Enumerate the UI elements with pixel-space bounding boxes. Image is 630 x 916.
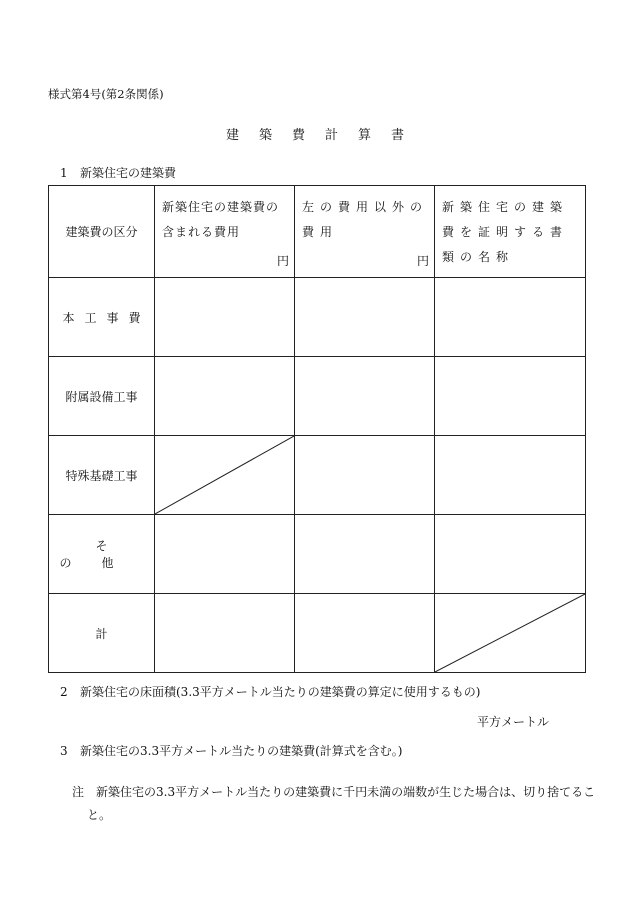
header-included-costs-unit: 円 <box>276 254 289 268</box>
floor-area-unit: 平方メートル <box>477 715 550 729</box>
row-label-text: 特殊基礎工事 <box>65 468 138 483</box>
section-3-heading <box>60 742 402 759</box>
section-2-title: 新築住宅の床面積(3.3平方メートル当たりの建築費の算定に使用するもの) <box>80 685 481 699</box>
cell-other-costs[interactable] <box>295 515 435 594</box>
form-number: 様式第4号(第2条関係) <box>48 87 164 101</box>
row-label-total <box>49 594 155 673</box>
cell-included-costs[interactable] <box>155 515 295 594</box>
note-mark: 注 <box>72 785 85 799</box>
row-label-main-work <box>49 278 155 357</box>
table-header-row <box>49 186 586 278</box>
header-category <box>49 186 155 278</box>
section-3-number: 3 <box>60 744 68 758</box>
cell-included-costs-total[interactable] <box>155 594 295 673</box>
note-text-1: 新築住宅の3.3平方メートル当たりの建築費に千円未満の端数が生じた場合は、切り捨てるこ <box>96 785 596 799</box>
cell-other-costs[interactable] <box>295 436 435 515</box>
table-row-total <box>49 594 586 673</box>
cell-other-costs[interactable] <box>295 278 435 357</box>
table-row <box>49 436 586 515</box>
cell-document-name[interactable] <box>435 278 586 357</box>
table-row <box>49 515 586 594</box>
note-line-1 <box>72 783 595 800</box>
header-other-costs-label: 左の費用以外の費用 <box>302 200 429 239</box>
section-1-heading <box>60 164 176 181</box>
cell-document-name[interactable] <box>435 436 586 515</box>
header-category-label: 建築費の区分 <box>65 225 138 239</box>
row-label-text: 計 <box>95 626 108 641</box>
cell-other-costs[interactable] <box>295 357 435 436</box>
cell-included-costs[interactable] <box>155 278 295 357</box>
diagonal-strike-line <box>435 594 585 672</box>
header-included-costs-label: 新築住宅の建築費の含まれる費用 <box>162 200 280 239</box>
cell-document-name[interactable] <box>435 515 586 594</box>
cell-other-costs-total[interactable] <box>295 594 435 673</box>
note-line-2: と。 <box>87 808 112 822</box>
section-1-number: 1 <box>60 166 68 180</box>
table-row <box>49 278 586 357</box>
cell-document-name[interactable] <box>435 357 586 436</box>
construction-cost-table <box>48 185 586 673</box>
row-label-foundation-work <box>49 436 155 515</box>
header-document-name-label: 新築住宅の建築費を証明する書類の名称 <box>442 200 569 264</box>
section-1-title: 新築住宅の建築費 <box>80 166 177 180</box>
header-other-costs <box>295 186 435 278</box>
row-label-text: 本工事費 <box>62 310 151 325</box>
row-label-other <box>49 515 155 594</box>
table-row <box>49 357 586 436</box>
header-document-name <box>435 186 586 278</box>
diagonal-strike-line <box>155 436 294 514</box>
header-included-costs <box>155 186 295 278</box>
section-3-title: 新築住宅の3.3平方メートル当たりの建築費(計算式を含む。) <box>80 744 403 758</box>
cell-included-costs[interactable] <box>155 357 295 436</box>
document-title: 建築費計算書 <box>225 128 424 143</box>
cell-document-name-struck <box>435 594 586 673</box>
header-other-costs-unit: 円 <box>416 254 429 268</box>
row-label-text: その他 <box>59 539 144 570</box>
section-2-number: 2 <box>60 685 68 699</box>
cell-included-costs-struck <box>155 436 295 515</box>
section-2-heading <box>60 683 480 700</box>
row-label-text: 附属設備工事 <box>65 389 138 404</box>
row-label-equipment-work <box>49 357 155 436</box>
